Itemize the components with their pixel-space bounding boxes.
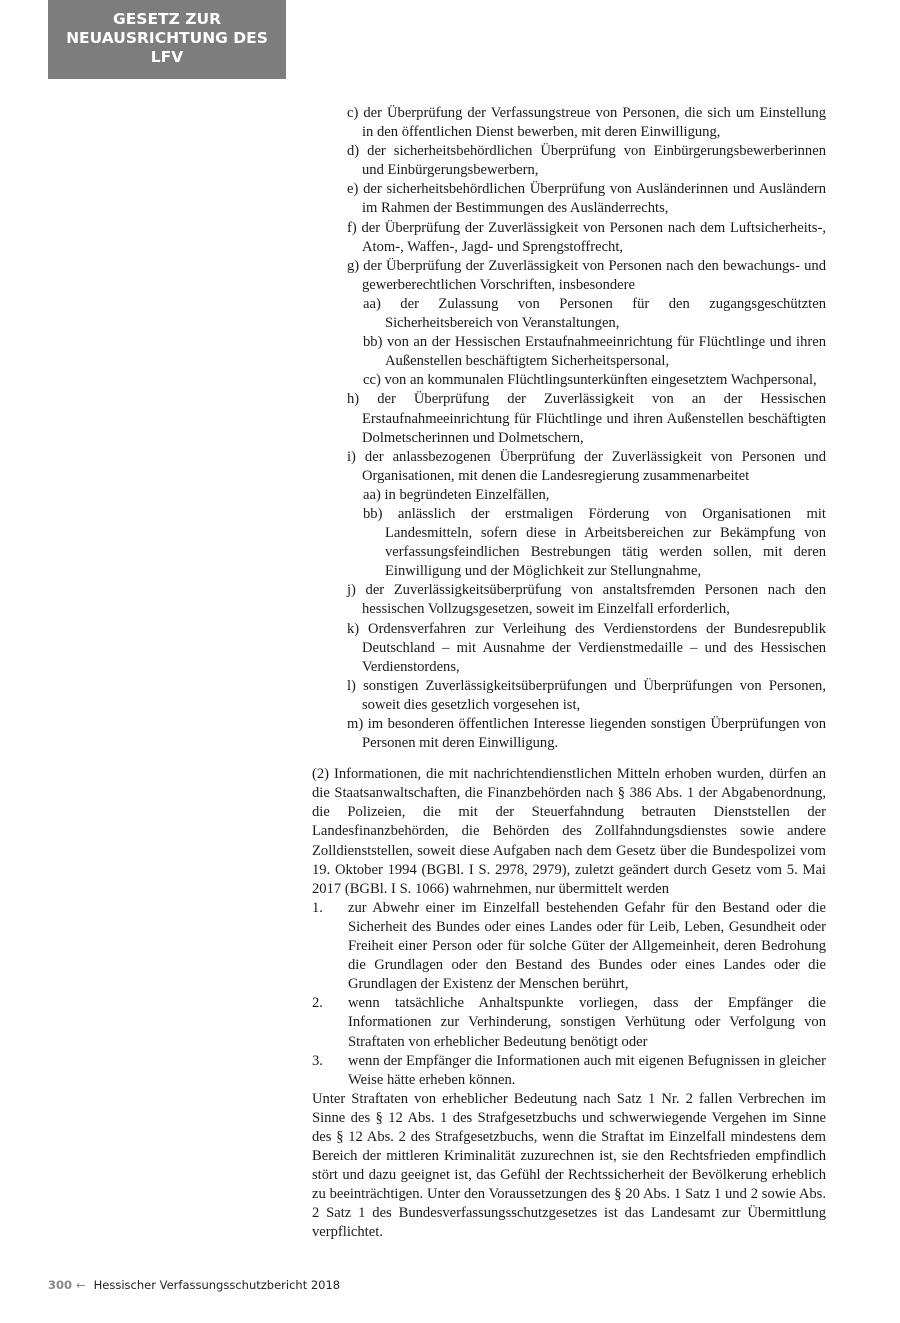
sub-list-item: bb) anlässlich der erstmaligen Förderung von Organisationen mit Landesmitteln, sofern diese in Arbeitsbereichen zur Bekämpfung von verfassungsfeindlichen Bestrebungen tätig werden sollen, mit deren Einwilligung und der Möglichkeit zur Stellungnahme, [363, 505, 826, 580]
section-header-line2: NEUAUSRICHTUNG DES LFV [66, 29, 268, 66]
numbered-item-number: 3. [312, 1052, 323, 1069]
footer-title: Hessischer Verfassungsschutzbericht 2018 [93, 1278, 341, 1292]
paragraph-2: (2) Informationen, die mit nachrichtendienstlichen Mitteln erhoben wurden, dürfen an die Staatsanwaltschaften, die Finanzbehörden nach § 386 Abs. 1 der Abgabenordnung, die Polizeien, die mit der Steuerfahndung betrauten Dienststellen der Landesfinanzbehörden, die Behörden des Zollfahndungsdienstes sowie andere Zolldienststellen, soweit diese Aufgaben nach dem Gesetz über die Bundespolizei vom 19. Oktober 1994 (BGBl. I S. 2978, 2979), zuletzt geändert durch Gesetz vom 5. Mai 2017 (BGBl. I S. 1066) wahrnehmen, nur übermittelt werden [312, 766, 826, 897]
page-footer [48, 1278, 340, 1292]
numbered-item [312, 994, 826, 1051]
list-item: g) der Überprüfung der Zuverlässigkeit von Personen nach den bewachungs- und gewerberechtlichen Vorschriften, insbesondere [347, 257, 826, 293]
numbered-item [312, 899, 826, 994]
numbered-item-text: zur Abwehr einer im Einzelfall bestehenden Gefahr für den Bestand oder die Sicherheit des Bundes oder eines Landes oder für Leib, Leben, Gesundheit oder Freiheit einer Person oder für solche Güter der Allgemeinheit, deren Bedrohung die Grundlagen oder den Bestand des Bundes oder eines Landes oder die Grundlagen der Existenz der Menschen berührt, [348, 899, 826, 993]
list-item: j) der Zuverlässigkeitsüberprüfung von anstaltsfremden Personen nach den hessischen Vollzugsgesetzen, soweit im Einzelfall erforderlich, [347, 582, 826, 618]
section-header-line1: GESETZ ZUR [112, 10, 222, 28]
list-item: m) im besonderen öffentlichen Interesse liegenden sonstigen Überprüfungen von Personen mit deren Einwilligung. [347, 716, 826, 752]
list-item: f) der Überprüfung der Zuverlässigkeit von Personen nach dem Luftsicherheits-, Atom-, Waffen-, Jagd- und Sprengstoffrecht, [347, 219, 826, 255]
arrow-left-icon: ← [76, 1278, 86, 1292]
sub-list-item: aa) der Zulassung von Personen für den zugangsgeschützten Sicherheitsbereich von Veranstaltungen, [363, 295, 826, 332]
list-item: k) Ordensverfahren zur Verleihung des Verdienstordens der Bundesrepublik Deutschland – mit Ausnahme der Verdienstmedaille – und des Hessischen Verdienstordens, [347, 620, 826, 675]
list-item: c) der Überprüfung der Verfassungstreue von Personen, die sich um Einstellung in den öffentlichen Dienst bewerben, mit deren Einwilligung, [347, 105, 826, 141]
numbered-item-text: wenn tatsächliche Anhaltspunkte vorliegen, dass der Empfänger die Informationen zur Verhinderung, sonstigen Verhütung oder Verfolgung von Straftaten von erheblicher Bedeutung benötigt oder [348, 995, 826, 1050]
page-number: 300 [48, 1278, 73, 1292]
sub-list-item: aa) in begründeten Einzelfällen, [363, 486, 550, 503]
numbered-item-number: 2. [312, 995, 323, 1012]
list-item: l) sonstigen Zuverlässigkeitsüberprüfungen und Überprüfungen von Personen, soweit dies gesetzlich vorgesehen ist, [347, 677, 826, 713]
main-content [312, 104, 826, 1243]
list-item: h) der Überprüfung der Zuverlässigkeit von an der Hessischen Erstaufnahmeeinrichtung für Flüchtlinge und ihren Außenstellen beschäftigten Dolmetscherinnen und Dolmetschern, [347, 391, 826, 446]
list-item: e) der sicherheitsbehördlichen Überprüfung von Ausländerinnen und Ausländern im Rahmen der Bestimmungen des Ausländerrechts, [347, 181, 826, 217]
closing-paragraph: Unter Straftaten von erheblicher Bedeutung nach Satz 1 Nr. 2 fallen Verbrechen im Sinne des § 12 Abs. 1 des Strafgesetzbuchs und schwerwiegende Vergehen im Sinne des § 12 Abs. 2 des Strafgesetzbuchs, wenn die Straftat im Einzelfall mindestens dem Bereich der mittleren Kriminalität zuzurechnen ist, sie den Rechtsfrieden empfindlich stört und dazu geeignet ist, das Gefühl der Rechtssicherheit der Bevölkerung erheblich zu beeinträchtigen. Unter den Voraussetzungen des § 20 Abs. 1 Satz 1 und 2 sowie Abs. 2 Satz 1 des Bundesverfassungsschutzgesetzes ist das Landesamt zur Übermittlung verpflichtet. [312, 1090, 826, 1241]
sub-list-item: cc) von an kommunalen Flüchtlingsunterkünften eingesetztem Wachpersonal, [363, 372, 817, 389]
list-item: d) der sicherheitsbehördlichen Überprüfung von Einbürgerungsbewerberinnen und Einbürgerungsbewerbern, [347, 143, 826, 179]
sub-list-item: bb) von an der Hessischen Erstaufnahmeeinrichtung für Flüchtlinge und ihren Außenstellen beschäftigtem Sicherheitspersonal, [363, 334, 826, 370]
letter-list [347, 104, 826, 753]
numbered-item-number: 1. [312, 899, 323, 916]
numbered-item-text: wenn der Empfänger die Informationen auch mit eigenen Befugnissen in gleicher Weise hätte erheben können. [348, 1052, 826, 1088]
numbered-item [312, 1052, 826, 1090]
list-item: i) der anlassbezogenen Überprüfung der Zuverlässigkeit von Personen und Organisationen, mit denen die Landesregierung zusammenarbeitet [347, 448, 826, 484]
section-header [48, 0, 286, 79]
